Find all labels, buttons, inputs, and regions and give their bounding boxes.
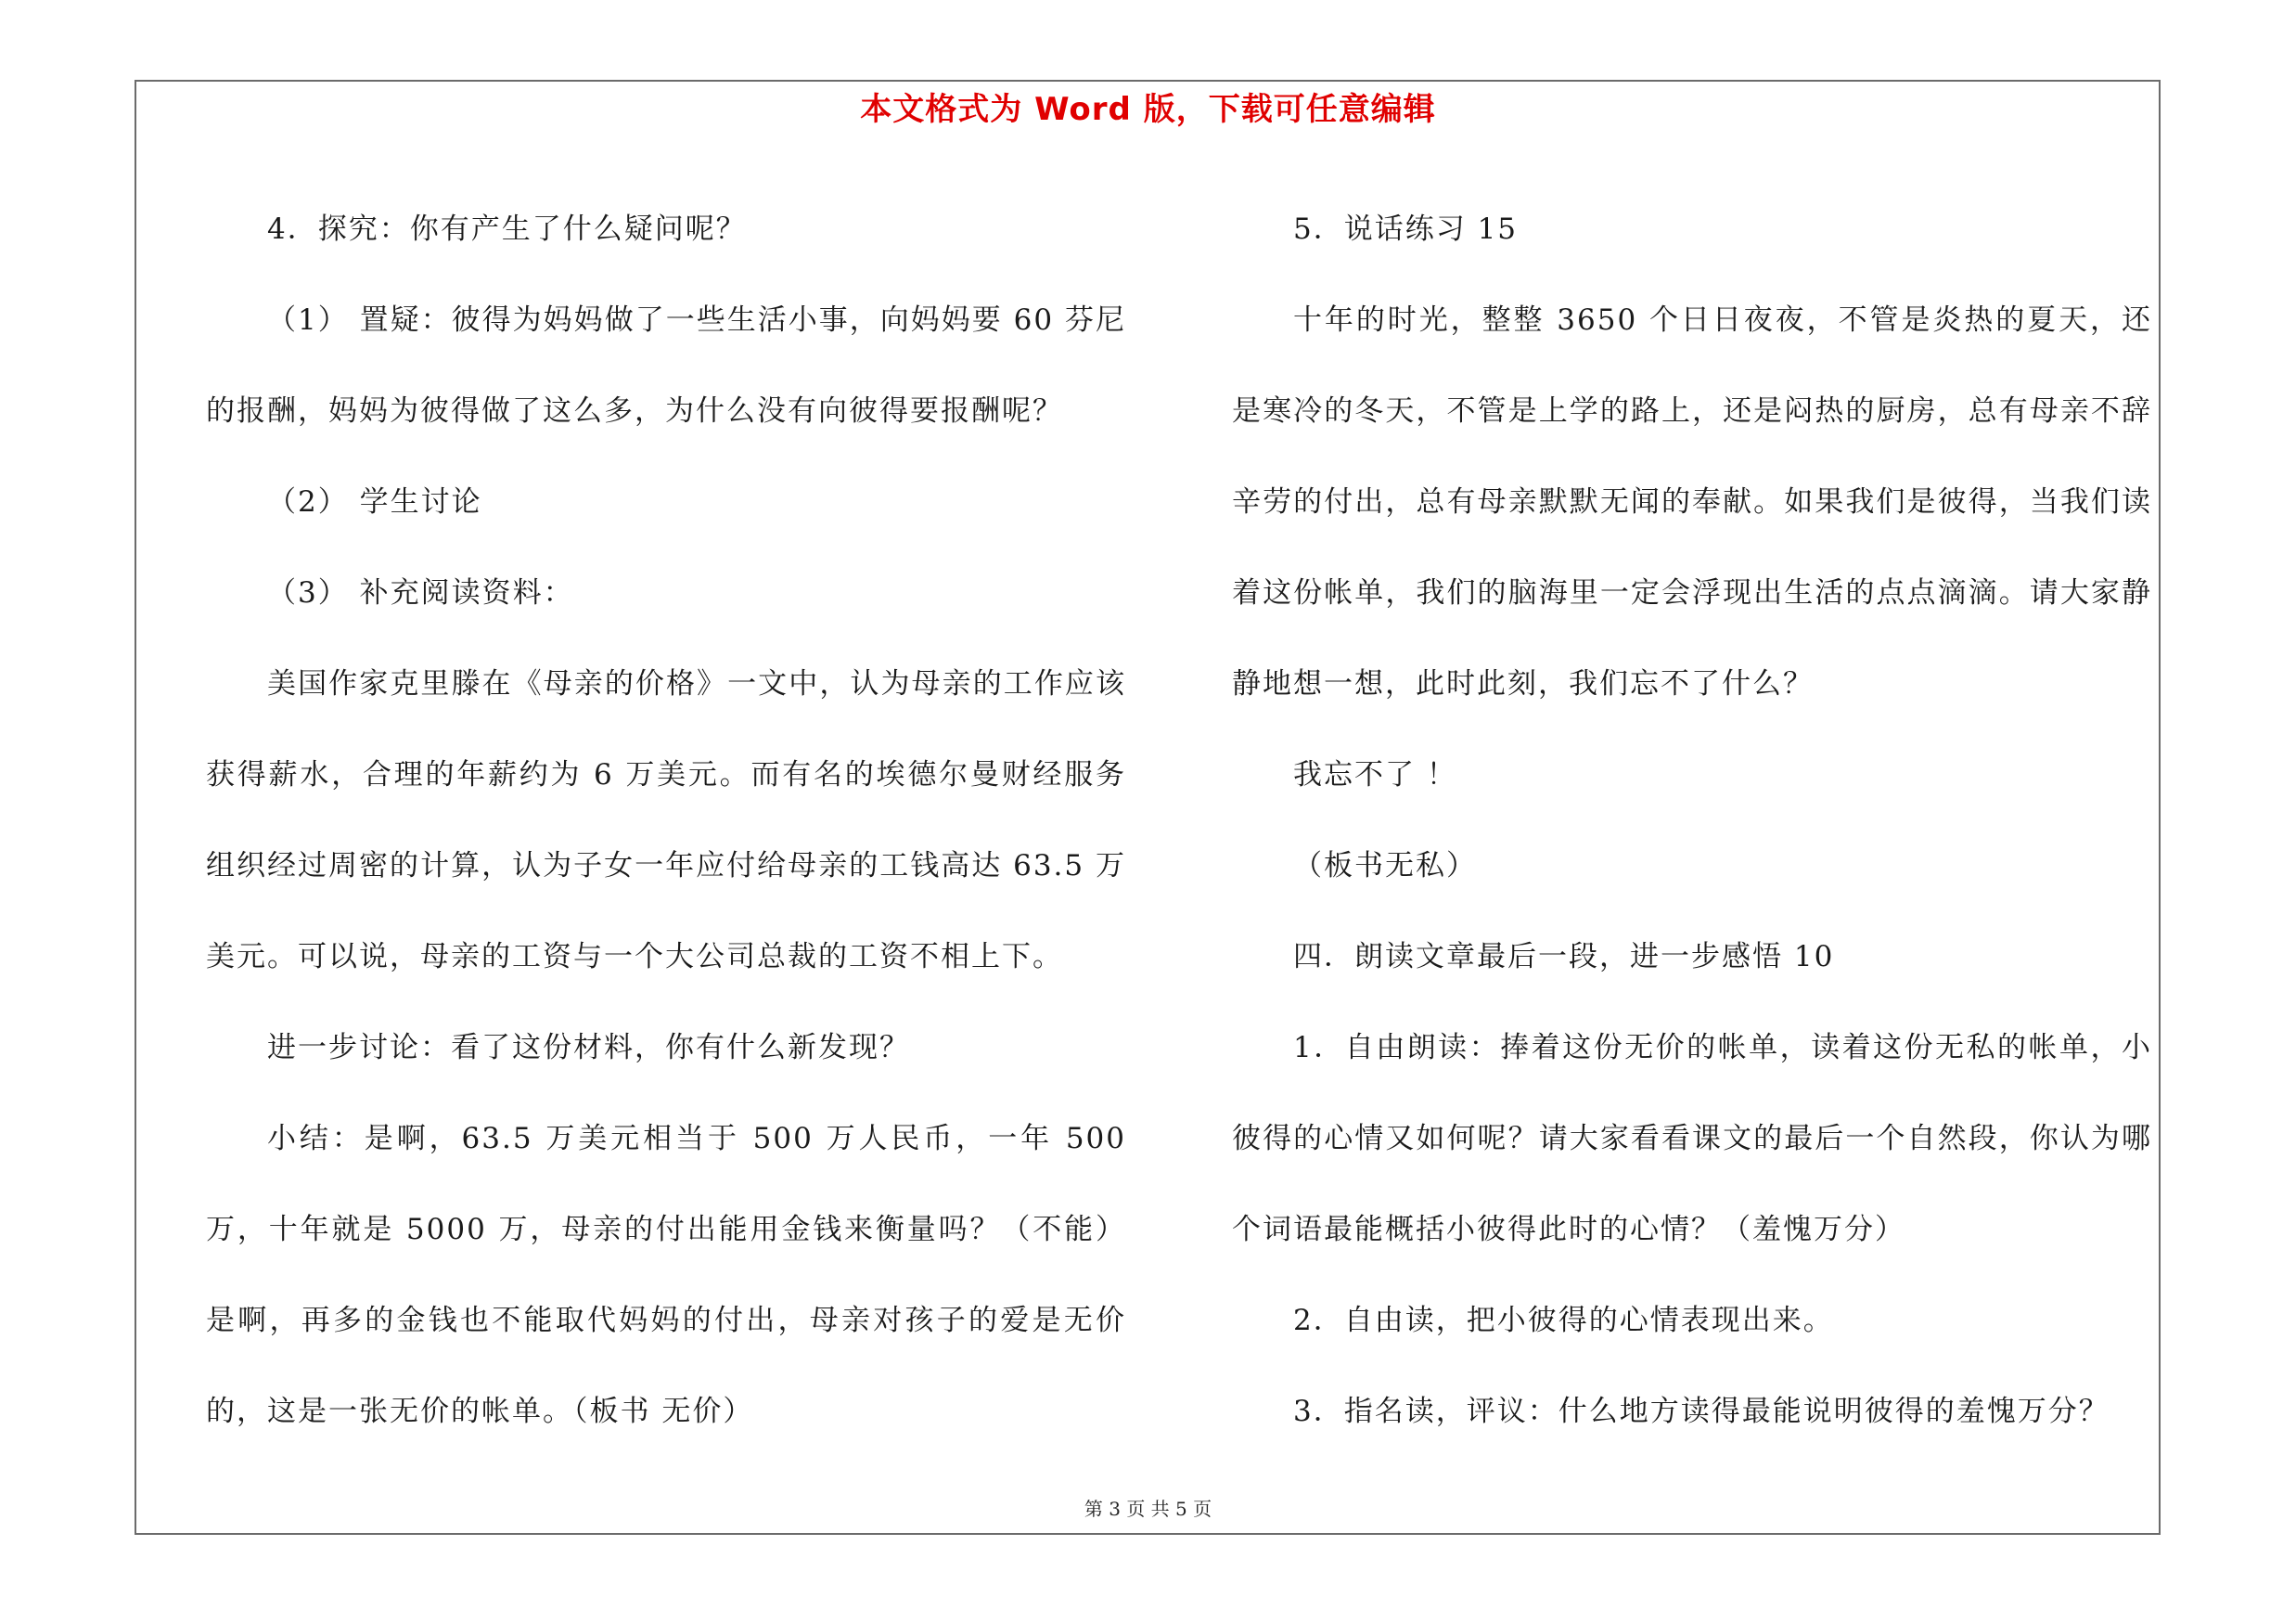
header-banner: 本文格式为 Word 版，下载可任意编辑	[860, 91, 1436, 128]
paragraph: （3） 补充阅读资料：	[267, 576, 574, 610]
paragraph: 四．朗读文章最后一段，进一步感悟 10	[1293, 940, 1835, 973]
paragraph: 美国作家克里滕在《母亲的价格》一文中，认为母亲的工作应该获得薪水，合理的年薪约为 6 万美元。而有名的埃德尔曼财经服务组织经过周密的计算，认为子女一年应付给母亲的工钱高达 63.5 万美元。可以说，母亲的工资与一个大公司总裁的工资不相上下。	[206, 667, 1126, 973]
paragraph: （1） 置疑：彼得为妈妈做了一些生活小事，向妈妈要 60 芬尼的报酬，妈妈为彼得做了这么多，为什么没有向彼得要报酬呢？	[206, 303, 1126, 428]
paragraph: 进一步讨论：看了这份材料，你有什么新发现？	[267, 1031, 910, 1064]
paragraph: 5．说话练习 15	[1293, 213, 1519, 246]
paragraph: （2） 学生讨论	[267, 485, 482, 519]
paragraph: 4．探究：你有产生了什么疑问呢？	[267, 213, 747, 246]
page-number: 第 3 页 共 5 页	[1084, 1498, 1212, 1520]
paragraph: 3．指名读，评议：什么地方读得最能说明彼得的羞愧万分？	[1293, 1395, 2110, 1428]
paragraph: 小结：是啊，63.5 万美元相当于 500 万人民币，一年 500 万，十年就是 5000 万，母亲的付出能用金钱来衡量吗？（不能）是啊，再多的金钱也不能取代妈妈的付出，母亲对孩子的爱是无价的，这是一张无价的帐单。（板书 无价）	[206, 1122, 1126, 1428]
paragraph: （板书无私）	[1293, 849, 1477, 882]
right-column	[1232, 184, 2152, 1457]
paragraph: 2．自由读，把小彼得的心情表现出来。	[1293, 1304, 1834, 1337]
left-column	[206, 184, 1126, 1457]
paragraph: 十年的时光，整整 3650 个日日夜夜，不管是炎热的夏天，还是寒冷的冬天，不管是上学的路上，还是闷热的厨房，总有母亲不辞辛劳的付出，总有母亲默默无闻的奉献。如果我们是彼得，当我们读着这份帐单，我们的脑海里一定会浮现出生活的点点滴滴。请大家静静地想一想，此时此刻，我们忘不了什么？	[1232, 303, 2152, 701]
paragraph: 我忘不了 ！	[1293, 758, 1457, 792]
paragraph: 1．自由朗读：捧着这份无价的帐单，读着这份无私的帐单，小彼得的心情又如何呢？请大家看看课文的最后一个自然段，你认为哪个词语最能概括小彼得此时的心情？（羞愧万分）	[1232, 1031, 2152, 1246]
